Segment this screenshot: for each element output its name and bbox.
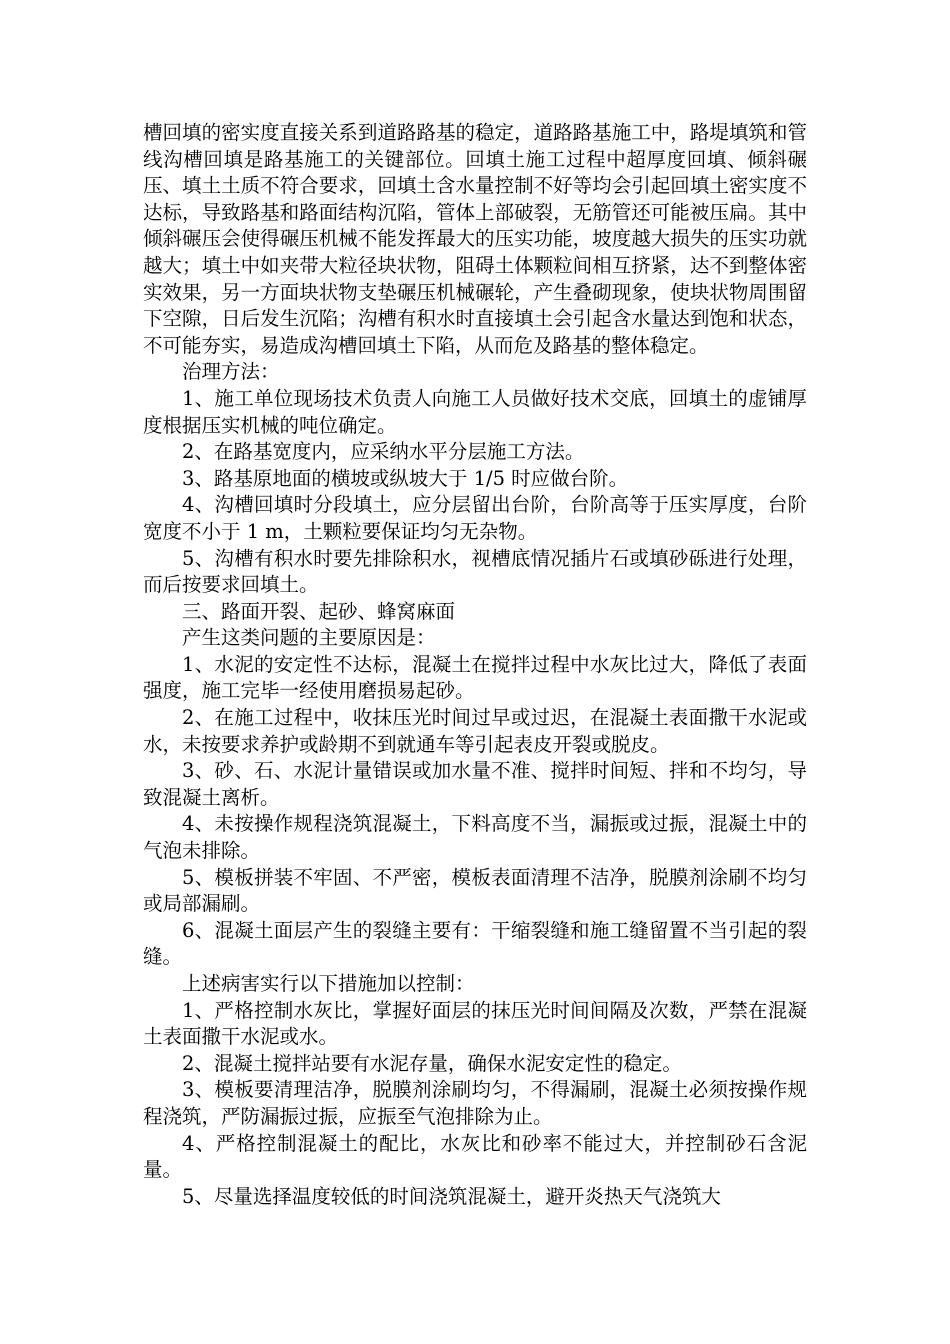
paragraph-treatment-3: 3、路基原地面的横坡或纵坡大于 1/5 时应做台阶。	[182, 466, 629, 490]
paragraph-cause-1: 1、水泥的安定性不达标，混凝土在搅拌过程中水灰比过大，降低了表面强度，施工完毕一经使用磨损易起砂。	[143, 652, 807, 703]
paragraph-treatment-5: 5、沟槽有积水时要先排除积水，视槽底情况插片石或填砂砾进行处理，而后按要求回填土。	[143, 546, 807, 597]
paragraph-treatment-1: 1、施工单位现场技术负责人向施工人员做好技术交底，回填土的虚铺厚度根据压实机械的吨位确定。	[143, 386, 807, 437]
paragraph-cause-3: 3、砂、石、水泥计量错误或加水量不准、搅拌时间短、拌和不均匀，导致混凝土离析。	[143, 759, 807, 809]
section-heading-3: 三、路面开裂、起砂、蜂窝麻面	[182, 599, 456, 623]
paragraph-measure-1: 1、严格控制水灰比，掌握好面层的抹压光时间间隔及次数，严禁在混凝土表面撒干水泥或水。	[143, 998, 807, 1049]
paragraph-treatment-2: 2、在路基宽度内，应采纳水平分层施工方法。	[182, 440, 585, 464]
paragraph-heading-treatment: 治理方法：	[182, 360, 280, 384]
paragraph-cause-2: 2、在施工过程中，收抹压光时间过早或过迟，在混凝土表面撒干水泥或水，未按要求养护或龄期不到就通车等引起表皮开裂或脱皮。	[143, 706, 807, 756]
paragraph-measures-heading: 上述病害实行以下措施加以控制：	[182, 972, 475, 995]
paragraph-causes-heading: 产生这类问题的主要原因是：	[182, 626, 436, 650]
paragraph-cause-5: 5、模板拼装不牢固、不严密，模板表面清理不洁净，脱膜剂涂刷不均匀或局部漏刷。	[143, 865, 807, 916]
paragraph-measure-4: 4、严格控制混凝土的配比，水灰比和砂率不能过大，并控制砂石含泥量。	[143, 1131, 807, 1182]
paragraph-measure-2: 2、混凝土搅拌站要有水泥存量，确保水泥安定性的稳定。	[182, 1051, 682, 1075]
paragraph-cause-6: 6、混凝土面层产生的裂缝主要有：干缩裂缝和施工缝留置不当引起的裂缝。	[143, 918, 807, 969]
paragraph-cause-4: 4、未按操作规程浇筑混凝土，下料高度不当，漏振或过振，混凝土中的气泡未排除。	[143, 812, 807, 863]
paragraph-intro: 槽回填的密实度直接关系到道路路基的稳定，道路路基施工中，路堤填筑和管线沟槽回填是路基施工的关键部位。回填土施工过程中超厚度回填、倾斜碾压、填土土质不符合要求，回填土含水量控制不好等均会引起回填土密实度不达标，导致路基和路面结构沉陷，管体上部破裂，无筋管还可能被压扁。其中倾斜碾压会使得碾压机械不能发挥最大的压实功能，坡度越大损失的压实功就越大；填土中如夹带大粒径块状物，阻碍土体颗粒间相互挤紧，达不到整体密实效果，另一方面块状物支垫碾压机械碾轮，产生叠砌现象，使块状物周围留下空隙，日后发生沉陷；沟槽有积水时直接填土会引起含水量达到饱和状态，不可能夯实，易造成沟槽回填土下陷，从而危及路基的整体稳定。	[143, 121, 807, 357]
paragraph-treatment-4: 4、沟槽回填时分段填土，应分层留出台阶，台阶高等于压实厚度，台阶宽度不小于 1 m，土颗粒要保证均匀无杂物。	[143, 493, 807, 543]
paragraph-measure-5: 5、尽量选择温度较低的时间浇筑混凝土，避开炎热天气浇筑大	[182, 1184, 721, 1208]
document-body	[143, 120, 807, 1210]
paragraph-measure-3: 3、模板要清理洁净，脱膜剂涂刷均匀，不得漏刷，混凝土必须按操作规程浇筑，严防漏振过振，应振至气泡排除为止。	[143, 1078, 807, 1128]
